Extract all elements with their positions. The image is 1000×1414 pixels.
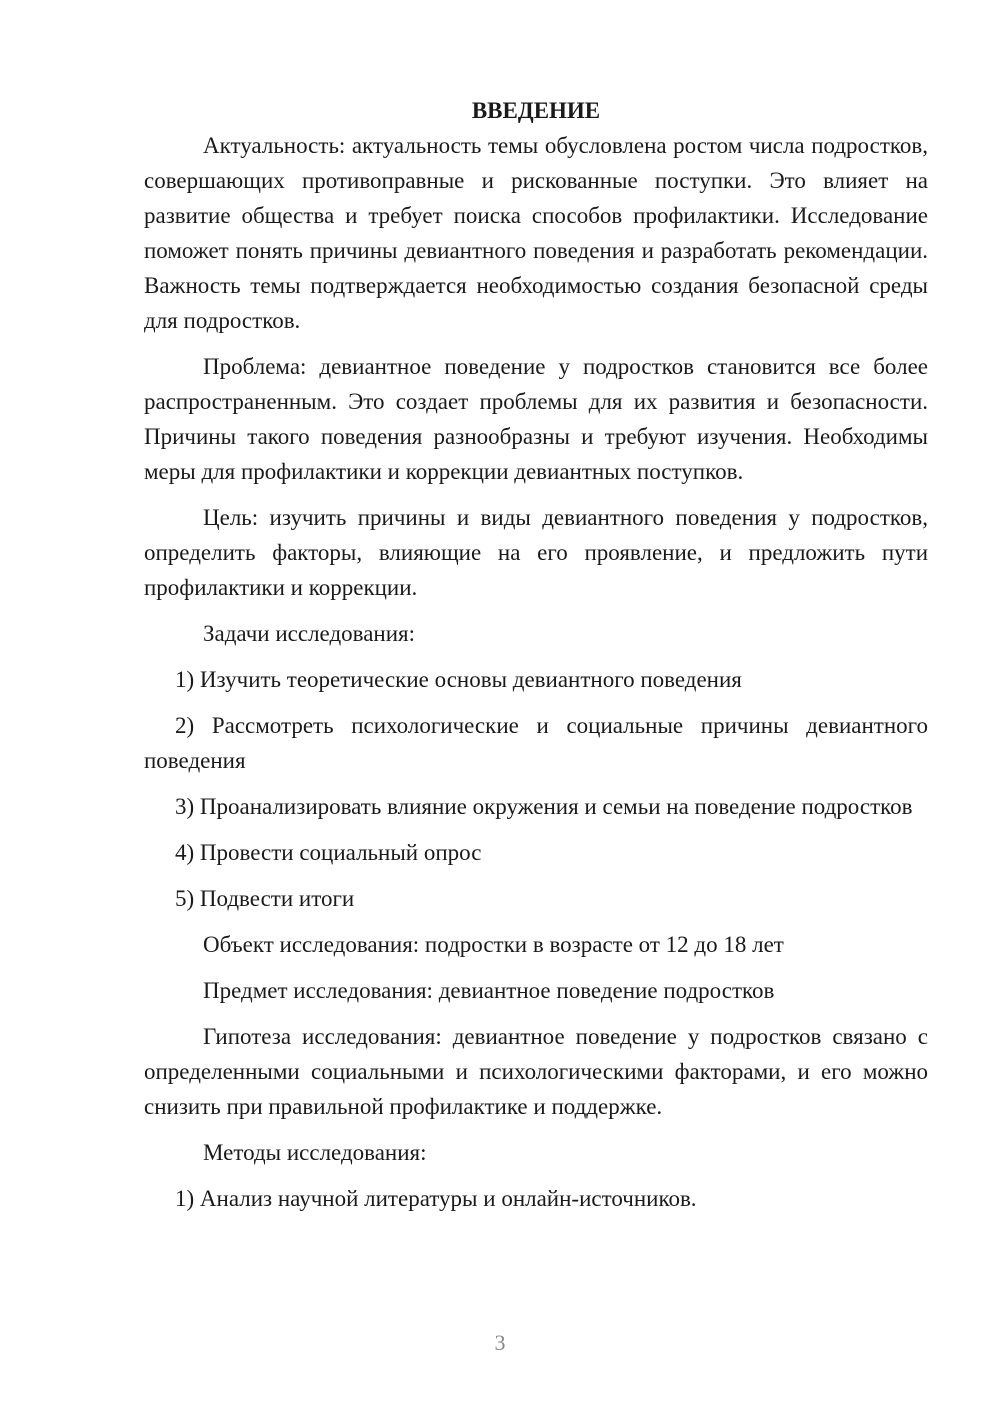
task-item-4: 4) Провести социальный опрос	[175, 840, 482, 865]
problem-paragraph: Проблема: девиантное поведение у подростков становится все более распространенным. Это создает проблемы для их развития и безопасности. Причины такого поведения разнообразны и требуют изучения. Необходимы меры для профилактики и коррекции девиантных поступков.	[144, 354, 928, 484]
methods-heading: Методы исследования:	[203, 1140, 427, 1165]
document-page	[144, 96, 928, 1216]
goal-paragraph: Цель: изучить причины и виды девиантного поведения у подростков, определить факторы, влияющие на его проявление, и предложить пути профилактики и коррекции.	[144, 505, 928, 600]
page-title: ВВЕДЕНИЕ	[471, 98, 601, 123]
subject-paragraph: Предмет исследования: девиантное поведение подростков	[203, 978, 775, 1003]
hypothesis-paragraph: Гипотеза исследования: девиантное поведение у подростков связано с определенными социальными и психологическими факторами, и его можно снизить при правильной профилактике и поддержке.	[144, 1024, 928, 1119]
task-item-2: 2) Рассмотреть психологические и социальные причины девиантного поведения	[144, 713, 928, 773]
task-item-3: 3) Проанализировать влияние окружения и семьи на поведение подростков	[175, 794, 913, 819]
task-item-5: 5) Подвести итоги	[175, 886, 355, 911]
method-item-1: 1) Анализ научной литературы и онлайн-источников.	[175, 1186, 697, 1211]
relevance-paragraph: Актуальность: актуальность темы обусловлена ростом числа подростков, совершающих противоправные и рискованные поступки. Это влияет на развитие общества и требует поиска способов профилактики. Исследование поможет понять причины девиантного поведения и разработать рекомендации. Важность темы подтверждается необходимостью создания безопасной среды для подростков.	[144, 133, 928, 333]
page-number: 3	[494, 1330, 506, 1355]
object-paragraph: Объект исследования: подростки в возрасте от 12 до 18 лет	[203, 932, 784, 957]
tasks-heading: Задачи исследования:	[203, 621, 416, 646]
task-item-1: 1) Изучить теоретические основы девиантного поведения	[175, 667, 742, 692]
